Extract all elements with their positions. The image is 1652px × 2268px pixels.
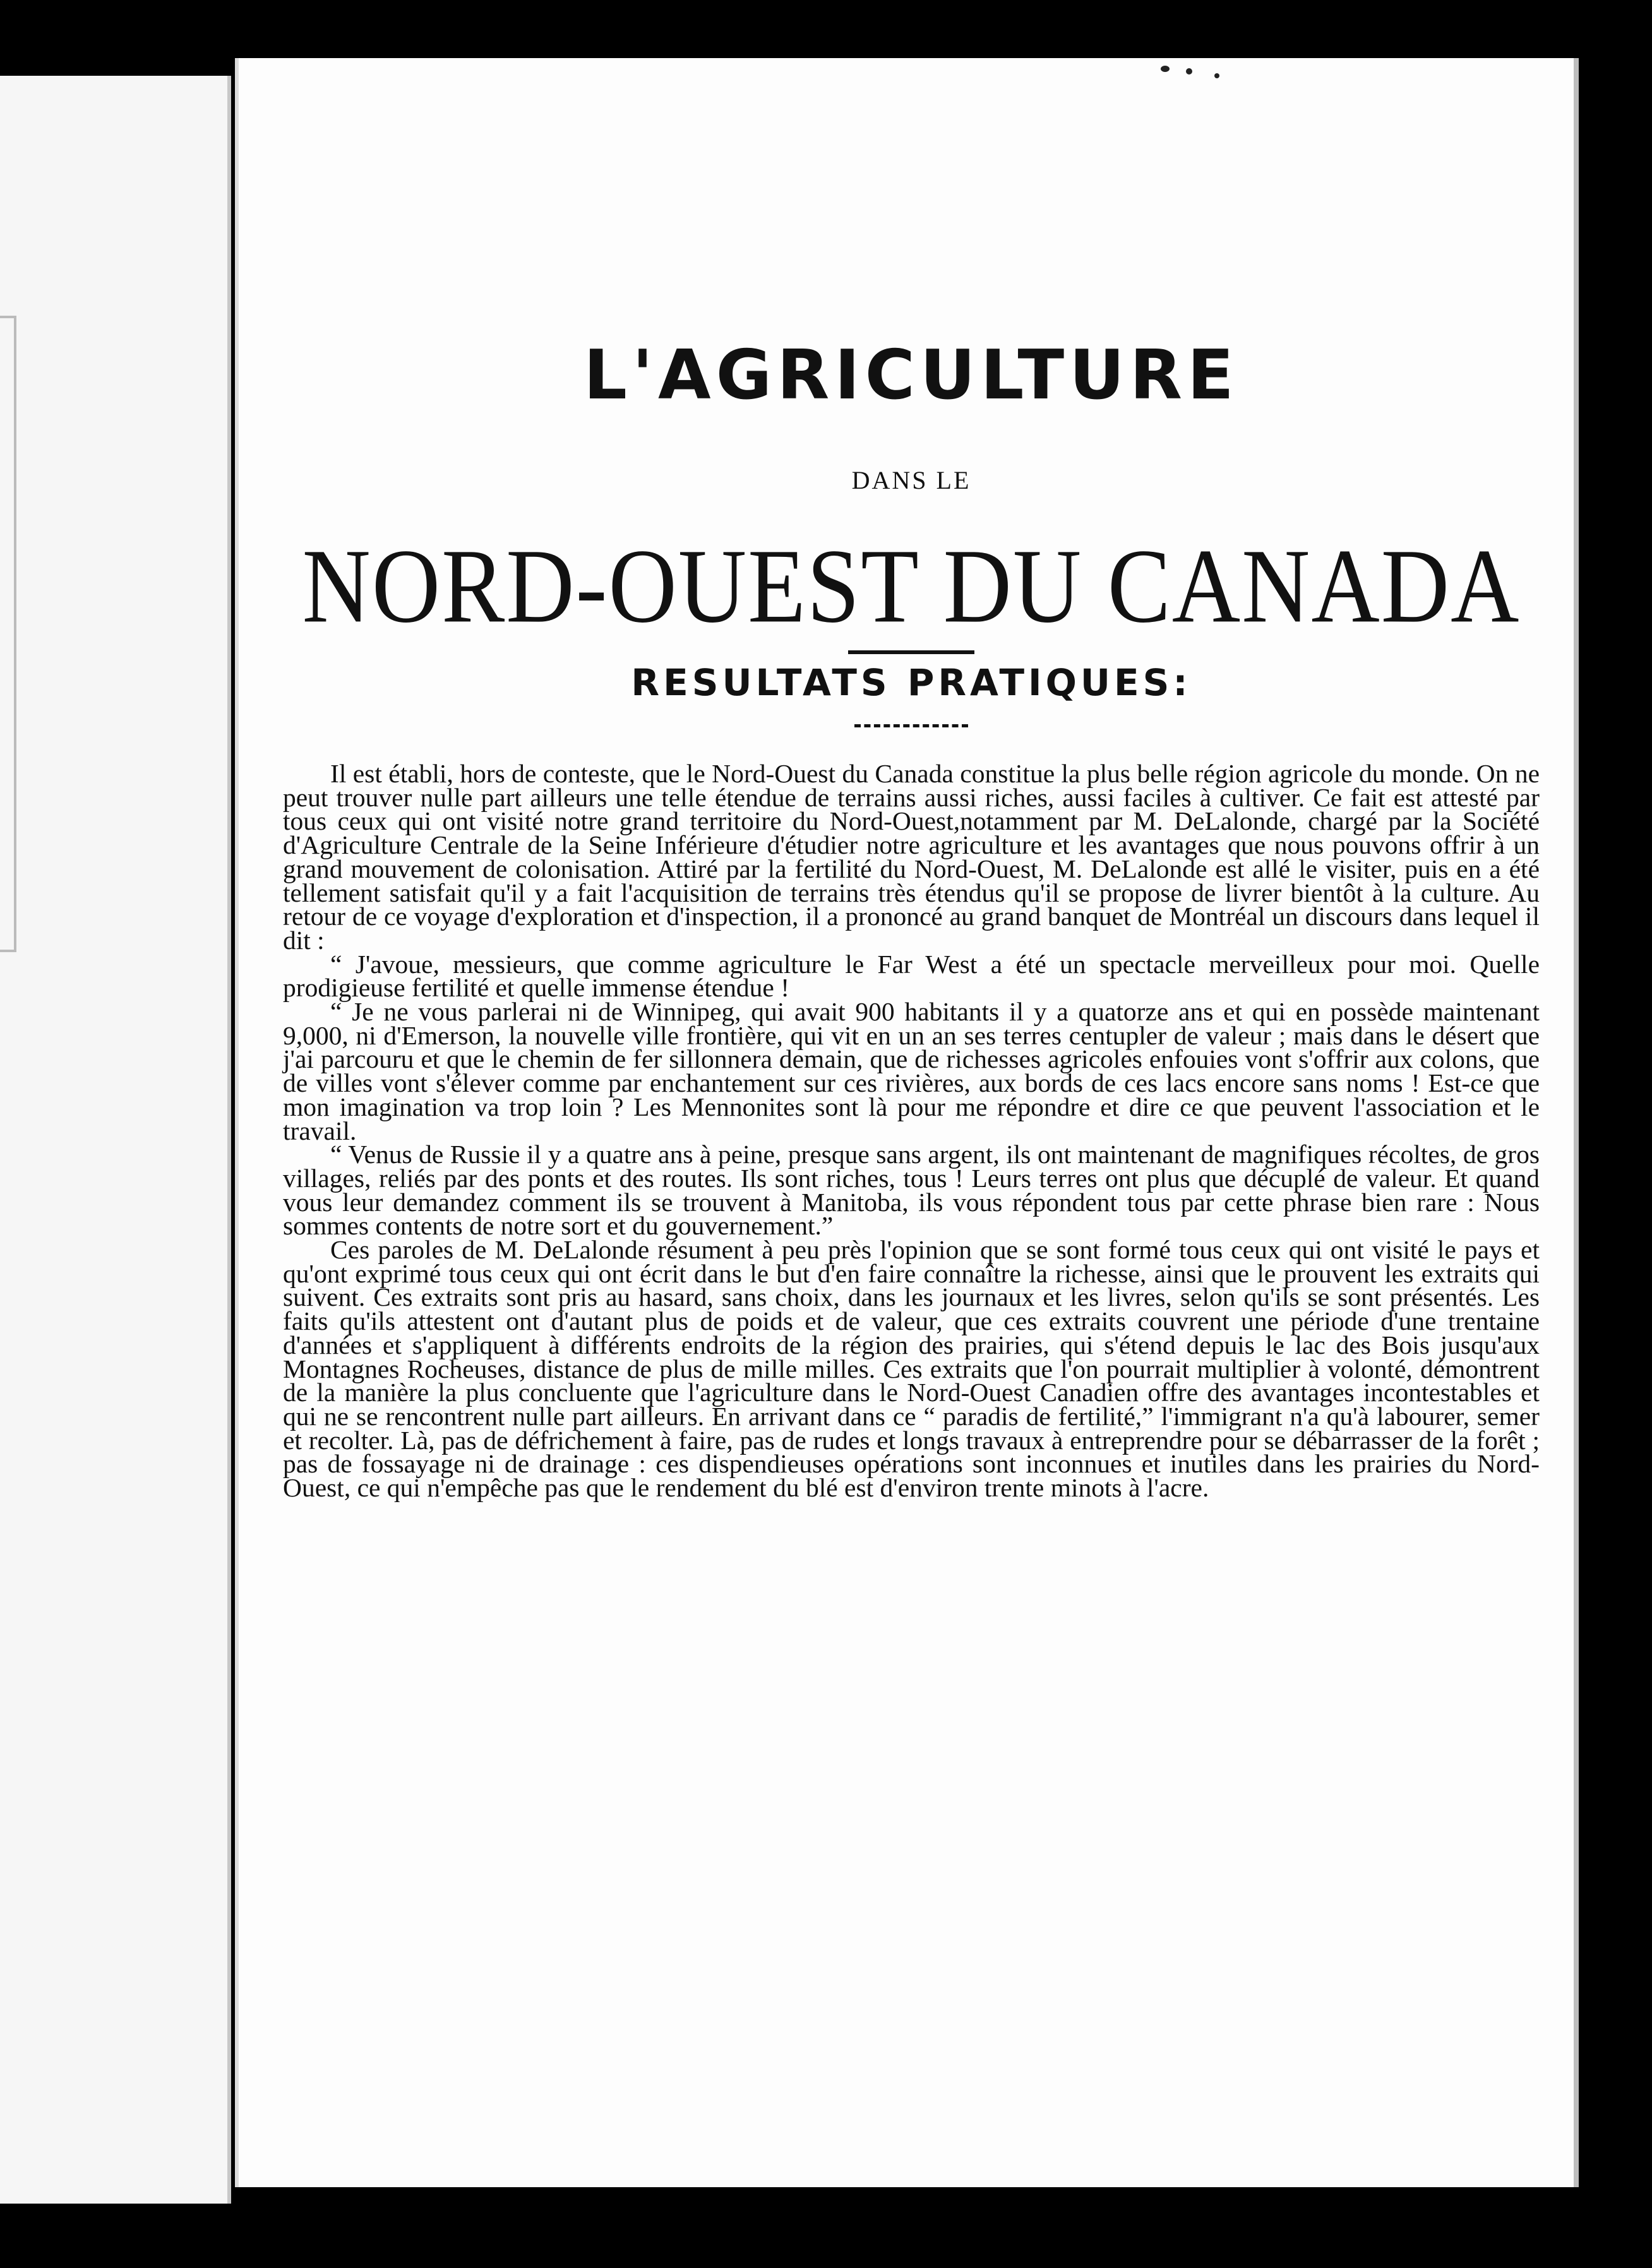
ink-speck: [1186, 68, 1192, 75]
subtitle-rule: [854, 724, 968, 731]
title-connector: DANS LE: [851, 466, 971, 494]
paragraph: “ J'avoue, messieurs, que comme agriculture le Far West a été un spectacle merveilleux pour moi. Quelle prodigieuse fertilité et quelle immense étendue !: [283, 949, 1540, 1003]
heading-rule: [848, 650, 974, 654]
paragraph: Il est établi, hors de conteste, que le Nord-Ouest du Canada constitue la plus belle région agricole du monde. On ne peut trouver nulle part ailleurs une telle étendue de terrains aussi riches, aussi faciles à cultiver. Ce fait est attesté par tous ceux qui ont visité notre grand territoire du Nord-Ouest,notamment par M. DeLalonde, chargé par la Société d'Agriculture Centrale de la Seine Inférieure d'étudier notre agriculture et les avantages que nous pouvons offrir à un grand mouvement de colonisation. Attiré par la fertilité du Nord-Ouest, M. DeLalonde est allé le visiter, puis en a été tellement satisfait qu'il y a fait l'acquisition de terrains très étendus qu'il se propose de livrer bientôt à la culture. Au retour de ce voyage d'exploration et d'inspection, il a prononcé au grand banquet de Montréal un discours dans lequel il dit :: [283, 759, 1540, 955]
left-facing-page: [0, 76, 231, 2204]
main-heading: NORD-OUEST DU CANADA: [302, 527, 1521, 645]
document-title: L'AGRICULTURE: [584, 336, 1239, 415]
ink-speck: [1161, 66, 1170, 72]
paragraph: “ Je ne vous parlerai ni de Winnipeg, qui avait 900 habitants il y a quatorze ans et qui en possède maintenant 9,000, ni d'Emerson, la nouvelle ville frontière, qui vit en un an ses terres centupler de valeur ; mais dans le désert que j'ai parcouru et que le chemin de fer sillonnera demain, que de richesses agricoles enfouies vont s'offrir aux colons, que de villes vont s'élever comme par enchantement sur ces rivières, aux bords de ces lacs encore sans noms ! Est-ce que mon imagination va trop loin ? Les Mennonites sont là pour me répondre et dire ce que peuvent l'association et le travail.: [283, 997, 1540, 1145]
paragraph: Ces paroles de M. DeLalonde résument à peu près l'opinion que se sont formé tous ceux qui ont visité le pays et qu'ont exprimé tous ceux qui ont écrit dans le but d'en faire connaître la richesse, ainsi que le prouvent les extraits qui suivent. Ces extraits sont pris au hasard, sans choix, dans les journaux et les livres, selon qu'ils se sont présentés. Les faits qu'ils attestent ont d'autant plus de poids et de valeur, que ces extraits couvrent une période d'une trentaine d'années et s'appliquent à différents endroits de la région des prairies, qui s'étend depuis le lac des Bois jusqu'aux Montagnes Rocheuses, distance de plus de mille milles. Ces extraits que l'on pourrait multiplier à volonté, démontrent de la manière la plus concluente que l'agriculture dans le Nord-Ouest Canadien offre des avantages incontestables et qui ne se rencontrent nulle part ailleurs. En arrivant dans ce “ paradis de fertilité,” l'immigrant n'a qu'à labourer, semer et recolter. Là, pas de défrichement à faire, pas de rudes et longs travaux à entreprendre pour se débarrasser de la forêt ; pas de fossayage ni de drainage : ces dispendieuses opérations sont inconnues et inutiles dans les prairies du Nord-Ouest, ce qui n'empêche pas que le rendement du blé est d'environ trente minots à l'acre.: [283, 1235, 1540, 1503]
paragraph: “ Venus de Russie il y a quatre ans à peine, presque sans argent, ils ont maintenant de magnifiques récoltes, de gros villages, reliés par des ponts et des routes. Ils sont riches, tous ! Leurs terres ont plus que décuplé de valeur. Et quand vous leur demandez comment ils se trouvent à Manitoba, ils vous répondent tous par cette phrase bien rare : Nous sommes contents de notre sort et du gouvernement.”: [283, 1140, 1540, 1241]
page-edge-mark: [0, 316, 16, 952]
ink-speck: [1214, 73, 1219, 78]
document-page: [235, 58, 1579, 2187]
section-subtitle: RESULTATS PRATIQUES:: [631, 661, 1192, 704]
body-text: [283, 759, 1540, 1503]
